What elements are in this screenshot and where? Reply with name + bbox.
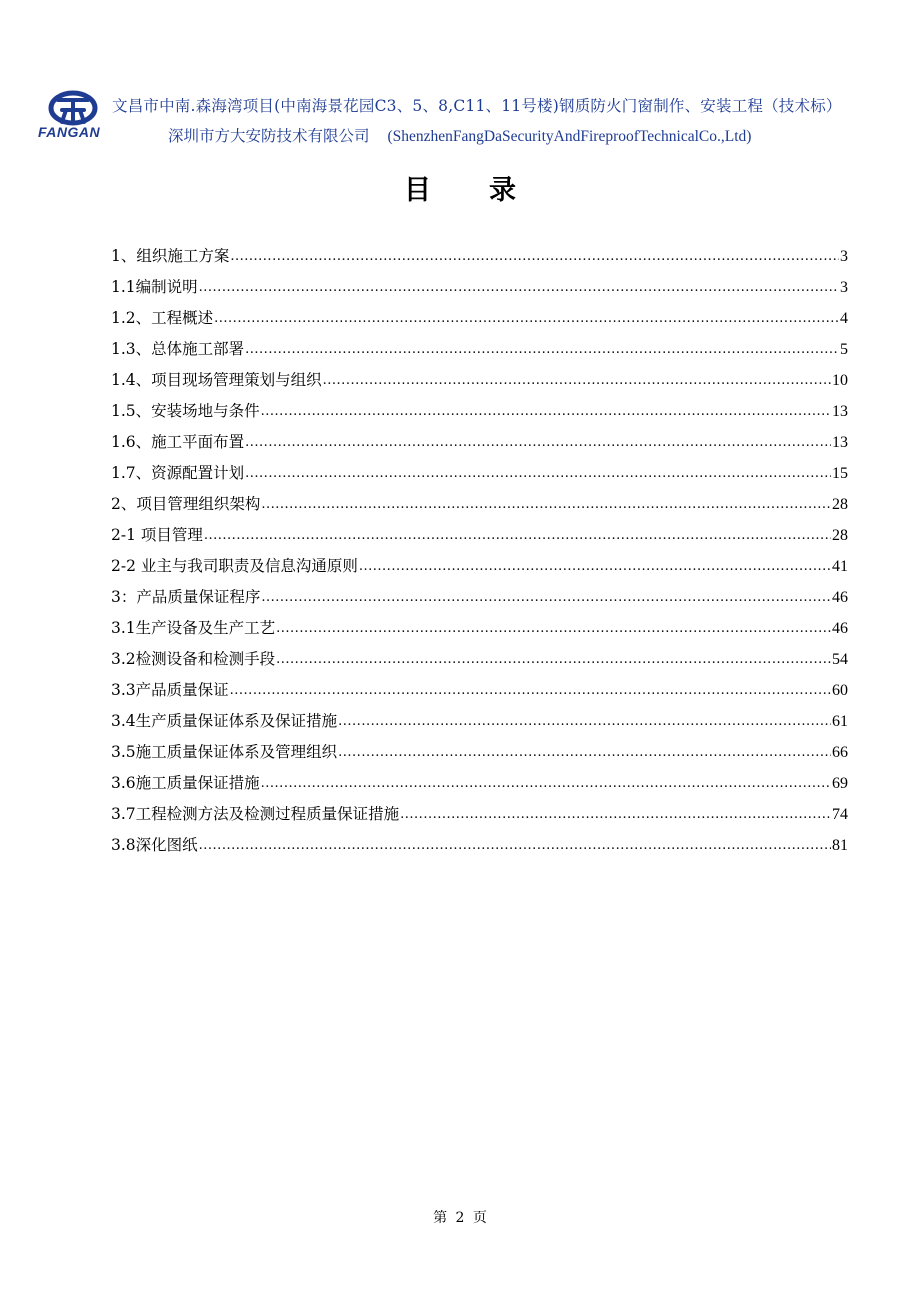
toc-leader-dots xyxy=(323,373,831,388)
toc-entry[interactable] xyxy=(111,430,848,461)
logo-text: FANGAN xyxy=(37,124,101,140)
toc-entry-page: 81 xyxy=(832,837,848,854)
toc-entry[interactable] xyxy=(111,802,848,833)
toc-leader-dots xyxy=(261,776,831,791)
toc-entry-label: 3.1生产设备及生产工艺 xyxy=(111,619,276,637)
toc-entry[interactable] xyxy=(111,554,848,585)
toc-entry-page: 3 xyxy=(840,248,848,265)
toc-leader-dots xyxy=(359,559,831,574)
toc-entry[interactable] xyxy=(111,585,848,616)
toc-leader-dots xyxy=(199,838,831,853)
toc-entry-page: 46 xyxy=(832,589,848,606)
company-name xyxy=(168,124,751,146)
toc-entry-page: 66 xyxy=(832,744,848,761)
toc-entry-label: 3.4生产质量保证体系及保证措施 xyxy=(111,712,338,730)
toc-entry-page: 28 xyxy=(832,527,848,544)
toc-leader-dots xyxy=(276,621,831,636)
toc-entry-label: 3.5施工质量保证体系及管理组织 xyxy=(111,743,338,761)
toc-entry-label: 2、项目管理组织架构 xyxy=(111,495,261,513)
toc-leader-dots xyxy=(245,342,839,357)
toc-entry-page: 4 xyxy=(840,310,848,327)
document-header xyxy=(37,88,880,150)
toc-entry-label: 1.7、资源配置计划 xyxy=(111,464,245,482)
toc-entry[interactable] xyxy=(111,306,848,337)
toc-entry[interactable] xyxy=(111,275,848,306)
toc-entry[interactable] xyxy=(111,740,848,771)
toc-entry[interactable] xyxy=(111,337,848,368)
toc-leader-dots xyxy=(245,435,831,450)
toc-entry[interactable] xyxy=(111,833,848,864)
toc-entry-page: 41 xyxy=(832,558,848,575)
toc-entry-label: 2-2 业主与我司职责及信息沟通原则 xyxy=(111,557,358,575)
toc-entry-label: 3.7工程检测方法及检测过程质量保证措施 xyxy=(111,805,400,823)
toc-leader-dots xyxy=(204,528,831,543)
toc-leader-dots xyxy=(230,249,839,264)
toc-leader-dots xyxy=(199,280,839,295)
page-title: 目录 xyxy=(404,175,574,206)
toc-entry[interactable] xyxy=(111,771,848,802)
toc-entry-label: 3：产品质量保证程序 xyxy=(111,588,261,606)
toc-entry[interactable] xyxy=(111,492,848,523)
toc-leader-dots xyxy=(261,590,831,605)
toc-entry-page: 61 xyxy=(832,713,848,730)
toc-entry[interactable] xyxy=(111,647,848,678)
toc-leader-dots xyxy=(261,497,831,512)
toc-entry[interactable] xyxy=(111,709,848,740)
toc-entry-label: 1.5、安装场地与条件 xyxy=(111,402,260,420)
toc-entry[interactable] xyxy=(111,523,848,554)
toc-entry-page: 54 xyxy=(832,651,848,668)
toc-leader-dots xyxy=(338,714,831,729)
toc-entry-page: 5 xyxy=(840,341,848,358)
toc-entry-page: 10 xyxy=(832,372,848,389)
toc-entry[interactable] xyxy=(111,461,848,492)
toc-entry-page: 13 xyxy=(832,403,848,420)
toc-entry-label: 1.6、施工平面布置 xyxy=(111,433,245,451)
toc-leader-dots xyxy=(230,683,831,698)
toc-entry[interactable] xyxy=(111,368,848,399)
toc-entry-label: 1.2、工程概述 xyxy=(111,309,214,327)
toc-entry-label: 1、组织施工方案 xyxy=(111,247,230,265)
toc-entry[interactable] xyxy=(111,399,848,430)
toc-leader-dots xyxy=(338,745,831,760)
toc-entry-page: 3 xyxy=(840,279,848,296)
toc-entry-page: 13 xyxy=(832,434,848,451)
toc-entry-page: 69 xyxy=(832,775,848,792)
table-of-contents xyxy=(111,244,848,864)
toc-entry[interactable] xyxy=(111,244,848,275)
toc-leader-dots xyxy=(214,311,839,326)
page-number: 第 2 页 xyxy=(433,1210,487,1226)
toc-entry-label: 1.4、项目现场管理策划与组织 xyxy=(111,371,322,389)
toc-entry-page: 15 xyxy=(832,465,848,482)
toc-entry[interactable] xyxy=(111,616,848,647)
toc-leader-dots xyxy=(276,652,831,667)
toc-entry-label: 3.3产品质量保证 xyxy=(111,681,229,699)
project-title: 文昌市中南.森海湾项目(中南海景花园C3、5、8,C11、11号楼)钢质防火门窗制作、安装工程（技术标） xyxy=(112,97,842,115)
toc-entry-label: 3.8深化图纸 xyxy=(111,836,198,854)
toc-entry-label: 2-1 项目管理 xyxy=(111,526,203,544)
toc-entry-label: 3.6施工质量保证措施 xyxy=(111,774,260,792)
toc-entry-label: 1.3、总体施工部署 xyxy=(111,340,245,358)
toc-entry-label: 3.2检测设备和检测手段 xyxy=(111,650,276,668)
toc-entry-page: 46 xyxy=(832,620,848,637)
company-name-cn: 深圳市方大安防技术有限公司 xyxy=(168,127,370,145)
company-name-en: (ShenzhenFangDaSecurityAndFireproofTechnicalCo.,Ltd) xyxy=(387,128,752,145)
toc-entry-page: 74 xyxy=(832,806,848,823)
toc-entry-label: 1.1编制说明 xyxy=(111,278,198,296)
toc-entry-page: 28 xyxy=(832,496,848,513)
toc-leader-dots xyxy=(245,466,831,481)
toc-entry[interactable] xyxy=(111,678,848,709)
toc-leader-dots xyxy=(400,807,831,822)
toc-leader-dots xyxy=(261,404,831,419)
toc-entry-page: 60 xyxy=(832,682,848,699)
